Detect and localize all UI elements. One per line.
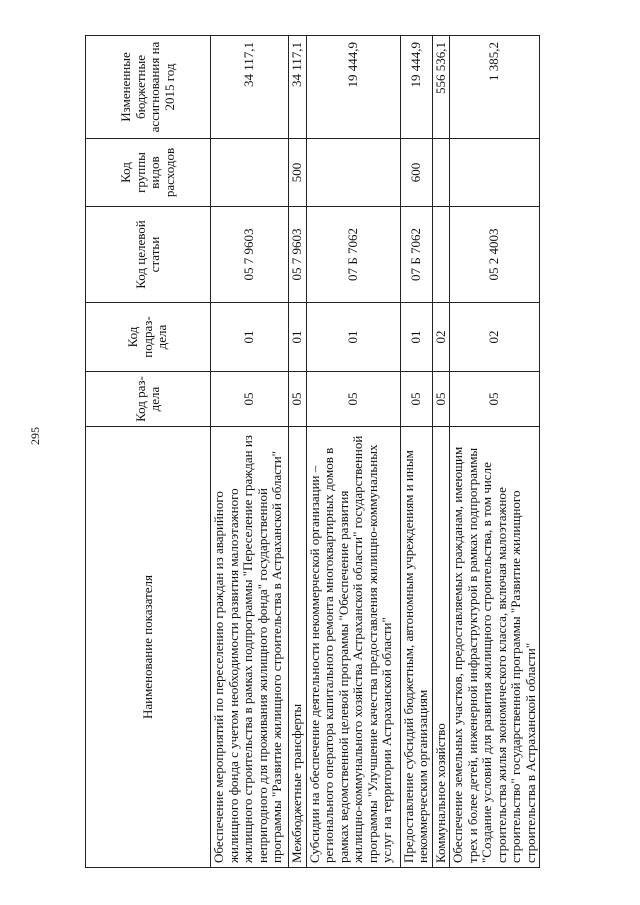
budget-table-sheet [85, 36, 538, 868]
table-header-row [86, 36, 211, 868]
row-subsection: 02 [450, 303, 540, 372]
row-expense-group [450, 139, 540, 207]
row-section: 05 [306, 372, 400, 427]
row-subsection: 01 [211, 303, 289, 372]
row-amount: 19 444,9 [400, 36, 432, 139]
header-expense-group: Код группы видов расходов [86, 139, 211, 207]
row-target-article: 05 7 9603 [289, 207, 307, 303]
row-name: Субсидии на обеспечение деятельности некоммерческой организации – регионального оператора капитального ремонта многоквартирных домов в рамках ведомственной целевой программы "Обеспечение развития жилищно-коммунального хозяйства Астраханской области" государственной программы "Улучшение качества предоставления жилищно-коммунальных услуг на территории Астраханской области" [306, 427, 400, 868]
row-amount: 1 385,2 [450, 36, 540, 139]
row-name: Обеспечение земельных участков, предоставляемых гражданам, имеющим трех и более детей, инженерной инфраструктурой в рамках подпрограммы "Создание условий для развития жилищного строительства, в том числе строительства жилья экономического класса, включая малоэтажное строительство" государственной программы "Развитие жилищного строительства в Астраханской области" [450, 427, 540, 868]
row-target-article: 07 Б 7062 [306, 207, 400, 303]
row-name: Межбюджетные трансферты [289, 427, 307, 868]
row-amount: 19 444,9 [306, 36, 400, 139]
page-number: 295 [28, 427, 42, 445]
row-section: 05 [400, 372, 432, 427]
row-section: 05 [211, 372, 289, 427]
budget-table [85, 35, 540, 868]
row-expense-group [432, 139, 450, 207]
row-target-article: 07 Б 7062 [400, 207, 432, 303]
row-expense-group: 600 [400, 139, 432, 207]
row-expense-group: 500 [289, 139, 307, 207]
table-row [306, 36, 400, 868]
table-row [211, 36, 289, 868]
header-subsection: Код подраз- дела [86, 303, 211, 372]
row-target-article [432, 207, 450, 303]
table-row [450, 36, 540, 868]
table-row [289, 36, 307, 868]
row-expense-group [306, 139, 400, 207]
header-amount: Измененные бюджетные ассигнования на 2015 год [86, 36, 211, 139]
row-subsection: 01 [400, 303, 432, 372]
row-amount: 34 117,1 [289, 36, 307, 139]
header-target-article: Код целевой статьи [86, 207, 211, 303]
row-target-article: 05 7 9603 [211, 207, 289, 303]
row-subsection: 01 [289, 303, 307, 372]
row-name: Предоставление субсидий бюджетным, автономным учреждениям и иным некоммерческим организациям [400, 427, 432, 868]
row-name: Обеспечение мероприятий по переселению граждан из аварийного жилищного фонда с учетом необходимости развития малоэтажного жилищного строительства в рамках подпрограммы "Переселение граждан из непригодного для проживания жилищного фонда" государственной программы "Развитие жилищного строительства в Астраханской области" [211, 427, 289, 868]
table-row [432, 36, 450, 868]
row-name: Коммунальное хозяйство [432, 427, 450, 868]
header-section: Код раз- дела [86, 372, 211, 427]
row-subsection: 02 [432, 303, 450, 372]
row-amount: 556 536,1 [432, 36, 450, 139]
row-subsection: 01 [306, 303, 400, 372]
row-target-article: 05 2 4003 [450, 207, 540, 303]
header-name: Наименование показателя [86, 427, 211, 868]
row-section: 05 [450, 372, 540, 427]
row-section: 05 [289, 372, 307, 427]
row-amount: 34 117,1 [211, 36, 289, 139]
row-section: 05 [432, 372, 450, 427]
table-row [400, 36, 432, 868]
row-expense-group [211, 139, 289, 207]
